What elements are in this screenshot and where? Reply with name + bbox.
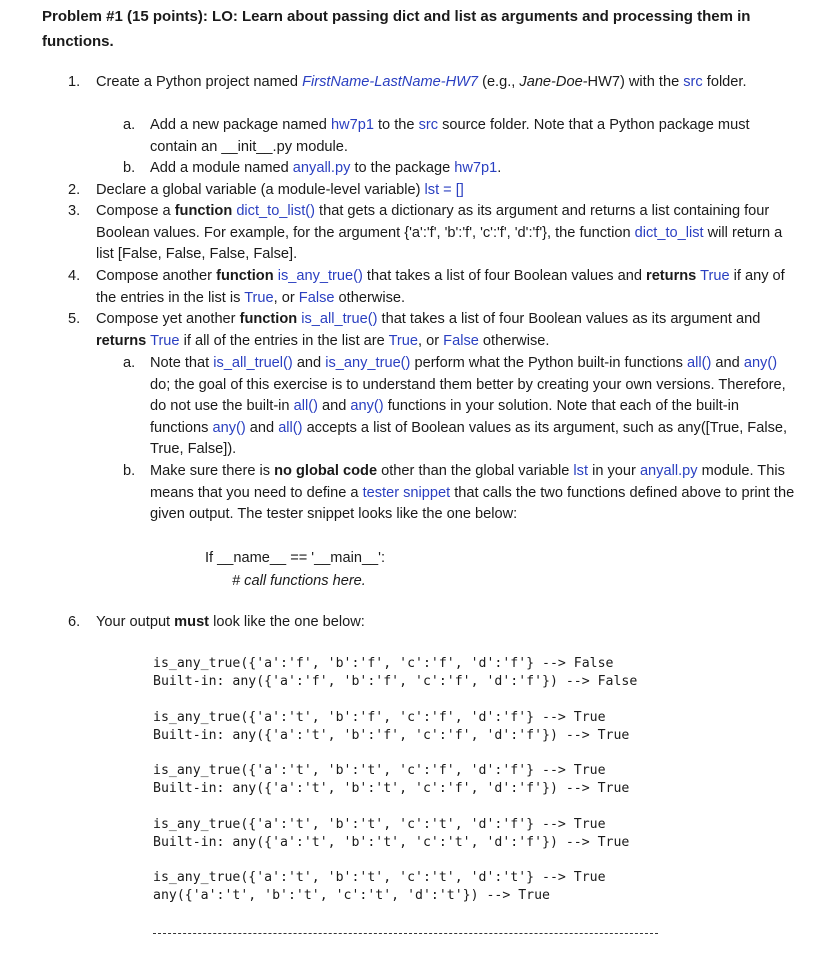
- item-3: Compose a function dict_to_list() that gets a dictionary as its argument and returns a list containing four Boolean values. For example, for the argument {'a':'f', 'b':'f', 'c':'f', 'd':'f'}, the function dict_to_list will return a list [False, False, False, False].: [96, 203, 783, 263]
- output-line: Built-in: any({'a':'t', 'b':'t', 'c':'f', 'd':'f'}) --> True: [153, 781, 630, 796]
- output-line: is_any_true({'a':'t', 'b':'t', 'c':'t', 'd':'f'} --> True: [153, 817, 606, 832]
- item-4: Compose another function is_any_true() that takes a list of four Boolean values and returns True if any of the entries in the list is True, or False otherwise.: [96, 268, 785, 306]
- output-line: any({'a':'t', 'b':'t', 'c':'t', 'd':'t'}) --> True: [153, 888, 550, 903]
- item-5: Compose yet another function is_all_true() that takes a list of four Boolean values as its argument and returns True if all of the entries in the list are True, or False otherwise.: [96, 311, 761, 349]
- sub-label: b.: [123, 160, 136, 176]
- problem-title: Problem #1 (15 points): LO: Learn about passing dict and list as arguments and processing them in functions.: [42, 8, 751, 50]
- item-5a: Note that is_all_truel() and is_any_true() perform what the Python built-in functions all() and any() do; the goal of this exercise is to understand them better by creating your own versions. Therefore, do not use the built-in all() and any() functions in your solution. Note that each of the built-in functions any() and all() accepts a list of Boolean values as its argument, such as any([True, False, True, False]).: [150, 355, 788, 458]
- item-number: 5.: [68, 311, 81, 327]
- output-line: Built-in: any({'a':'t', 'b':'t', 'c':'t', 'd':'f'}) --> True: [153, 835, 630, 850]
- item-5b: Make sure there is no global code other than the global variable lst in your anyall.py module. This means that you need to define a tester snippet that calls the two functions defined above to print the given output. The tester snippet looks like the one below:: [150, 463, 795, 523]
- tester-snippet-line-1: If __name__ == '__main__':: [205, 550, 386, 566]
- item-6: Your output must look like the one below:: [96, 614, 365, 630]
- dashed-divider: [153, 933, 658, 934]
- item-number: 3.: [68, 203, 81, 219]
- output-line: is_any_true({'a':'t', 'b':'f', 'c':'f', 'd':'f'} --> True: [153, 710, 606, 725]
- output-line: Built-in: any({'a':'f', 'b':'f', 'c':'f', 'd':'f'}) --> False: [153, 674, 638, 689]
- output-line: is_any_true({'a':'f', 'b':'f', 'c':'f', 'd':'f'} --> False: [153, 656, 614, 671]
- tester-snippet-line-2: # call functions here.: [232, 573, 366, 589]
- item-2: Declare a global variable (a module-level variable) lst = []: [96, 182, 464, 198]
- item-number: 6.: [68, 614, 81, 630]
- sub-label: a.: [123, 117, 136, 133]
- item-number: 2.: [68, 182, 81, 198]
- output-line: is_any_true({'a':'t', 'b':'t', 'c':'f', 'd':'f'} --> True: [153, 763, 606, 778]
- sub-label: b.: [123, 463, 136, 479]
- item-number: 1.: [68, 74, 81, 90]
- item-1: Create a Python project named FirstName-LastName-HW7 (e.g., Jane-Doe-HW7) with the src folder.: [96, 74, 747, 90]
- output-line: is_any_true({'a':'t', 'b':'t', 'c':'t', 'd':'t'} --> True: [153, 870, 606, 885]
- item-1b: Add a module named anyall.py to the package hw7p1.: [150, 160, 502, 176]
- output-line: Built-in: any({'a':'t', 'b':'f', 'c':'f', 'd':'f'}) --> True: [153, 728, 630, 743]
- item-1a: Add a new package named hw7p1 to the src source folder. Note that a Python package must contain an __init__.py module.: [150, 117, 750, 155]
- item-number: 4.: [68, 268, 81, 284]
- sub-label: a.: [123, 355, 136, 371]
